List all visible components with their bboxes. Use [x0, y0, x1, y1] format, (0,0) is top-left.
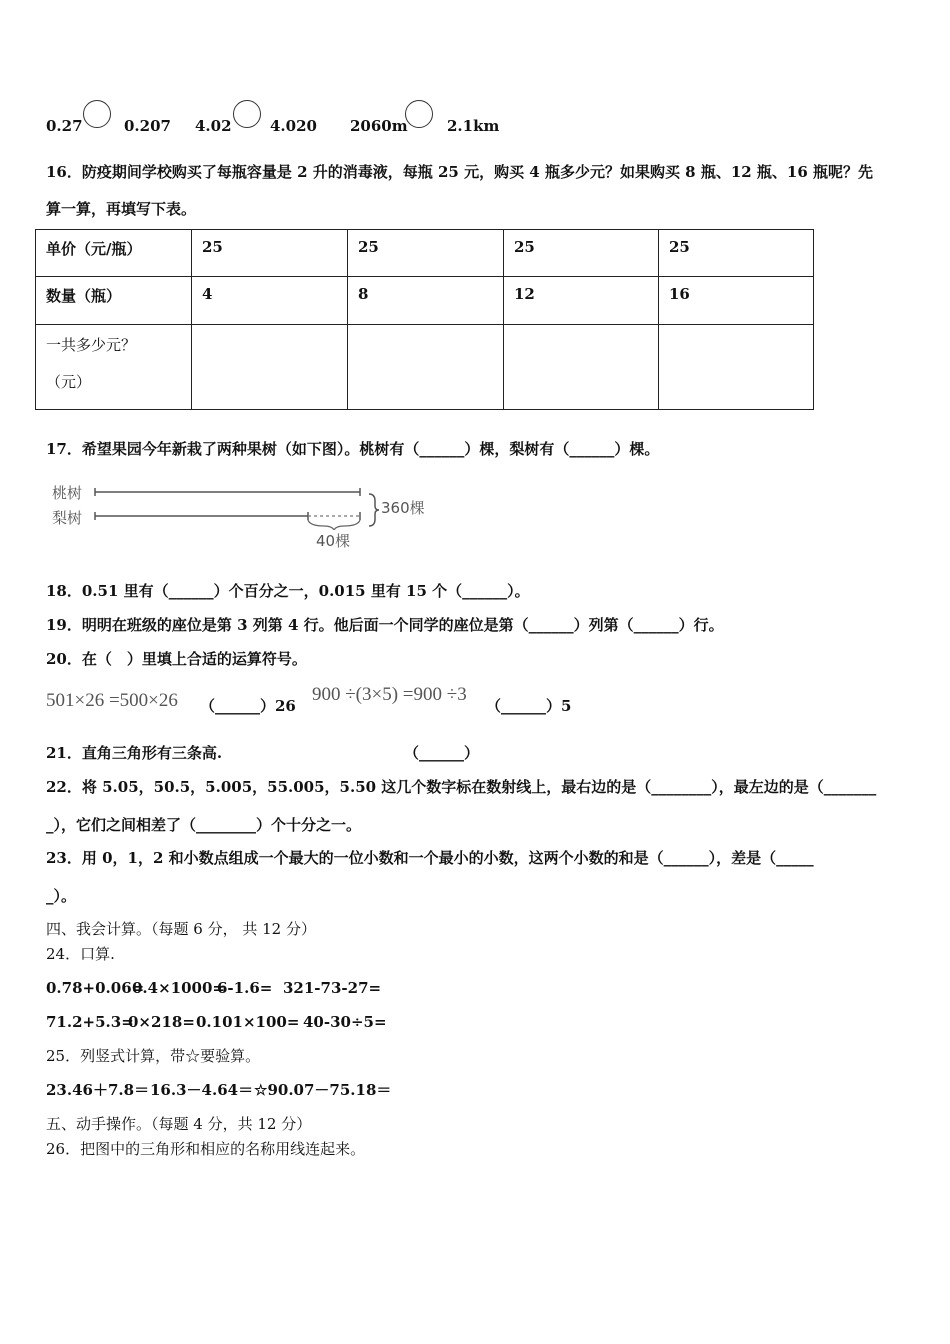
oral-calc-item: 321-73-27=: [283, 979, 382, 997]
quantity-cell: 8: [348, 277, 504, 325]
q15-right-2: 4.020: [270, 117, 317, 135]
q16-text-line2: 算一算，再填写下表。: [46, 200, 197, 218]
q15-right-1: 0.207: [124, 117, 171, 135]
brace-icon: [367, 492, 381, 528]
unit-price-cell: 25: [348, 230, 504, 277]
q16-text-line1: 16．防疫期间学校购买了每瓶容量是 2 升的消毒液，每瓶 25 元，购买 4 瓶多少元？如果购买 8 瓶、12 瓶、16 瓶呢？先: [46, 163, 874, 181]
vertical-calc-item: 23.46＋7.8＝: [46, 1081, 150, 1099]
q23-line1: 23．用 0，1，2 和小数点组成一个最大的一位小数和一个最小的小数，这两个小数的和是（______），差是（_____: [46, 849, 814, 867]
quantity-cell: 16: [659, 277, 814, 325]
q20-blank-1[interactable]: （______）26: [200, 697, 296, 715]
q20-expr-1: 501×26 =500×26: [46, 690, 178, 711]
peach-tree-label: 桃树: [52, 484, 83, 502]
q21-text: 21．直角三角形有三条高.: [46, 744, 223, 762]
q19-text: 19．明明在班级的座位是第 3 列第 4 行。他后面一个同学的座位是第（______）列第（______）行。: [46, 616, 724, 634]
vertical-calc-item: 16.3－4.64＝: [150, 1081, 254, 1099]
unit-price-cell: 25: [504, 230, 659, 277]
compare-circle-2[interactable]: [233, 100, 261, 128]
q20-expr-2: 900 ÷(3×5) =900 ÷3: [312, 684, 467, 705]
q15-left-1: 0.27: [46, 117, 83, 135]
row-label-total-b: （元）: [46, 373, 92, 391]
q24-title: 24．口算.: [46, 945, 115, 963]
diff-40-label: 40棵: [316, 532, 351, 550]
row-label-total: [36, 325, 192, 410]
q22-line2: _），它们之间相差了（________）个十分之一。: [46, 816, 362, 834]
total-answer-cell[interactable]: [348, 325, 504, 410]
oral-calc-item: 71.2+5.3=: [46, 1013, 134, 1031]
q22-line1: 22．将 5.05，50.5，5.005，55.005，5.50 这几个数字标在数射线上，最右边的是（________），最左边的是（_______: [46, 778, 877, 796]
oral-calc-item: 40-30÷5=: [303, 1013, 387, 1031]
row-label-total-a: 一共多少元？: [46, 336, 137, 354]
q20-blank-2[interactable]: （______）5: [486, 697, 572, 715]
oral-calc-item: 0.4×1000=: [132, 979, 225, 997]
q16-table: [35, 229, 814, 410]
quantity-cell: 4: [192, 277, 348, 325]
q23-line2: _）。: [46, 887, 77, 905]
row-label-unit-price: 单价（元/瓶）: [36, 230, 192, 277]
q25-title: 25．列竖式计算，带☆要验算。: [46, 1047, 261, 1065]
total-answer-cell[interactable]: [504, 325, 659, 410]
vertical-calc-item: ☆90.07－75.18＝: [254, 1081, 392, 1099]
row-label-quantity: 数量（瓶）: [36, 277, 192, 325]
total-answer-cell[interactable]: [659, 325, 814, 410]
unit-price-cell: 25: [192, 230, 348, 277]
oral-calc-item: 0.101×100=: [196, 1013, 300, 1031]
unit-price-cell: 25: [659, 230, 814, 277]
q17-bar-lines: [90, 480, 380, 530]
oral-calc-item: 0×218=: [128, 1013, 195, 1031]
q15-right-3: 2.1km: [447, 117, 500, 135]
q17-text: 17．希望果园今年新栽了两种果树（如下图）。桃树有（______）棵，梨树有（______）棵。: [46, 440, 660, 458]
q26-text: 26．把图中的三角形和相应的名称用线连起来。: [46, 1140, 366, 1158]
pear-tree-label: 梨树: [52, 509, 83, 527]
q21-answer-blank[interactable]: （______）: [404, 744, 480, 762]
quantity-cell: 12: [504, 277, 659, 325]
q15-left-3: 2060m: [350, 117, 408, 135]
section-4-title: 四、我会计算。（每题 6 分， 共 12 分）: [46, 920, 316, 938]
section-5-title: 五、动手操作。（每题 4 分，共 12 分）: [46, 1115, 312, 1133]
total-360-label: 360棵: [381, 499, 425, 517]
oral-calc-item: 0.78+0.06=: [46, 979, 145, 997]
compare-circle-1[interactable]: [83, 100, 111, 128]
compare-circle-3[interactable]: [405, 100, 433, 128]
q20-text: 20．在（ ）里填上合适的运算符号。: [46, 650, 307, 668]
q18-text: 18．0.51 里有（______）个百分之一，0.015 里有 15 个（______）。: [46, 582, 530, 600]
total-answer-cell[interactable]: [192, 325, 348, 410]
q15-left-2: 4.02: [195, 117, 232, 135]
oral-calc-item: 6-1.6=: [217, 979, 273, 997]
